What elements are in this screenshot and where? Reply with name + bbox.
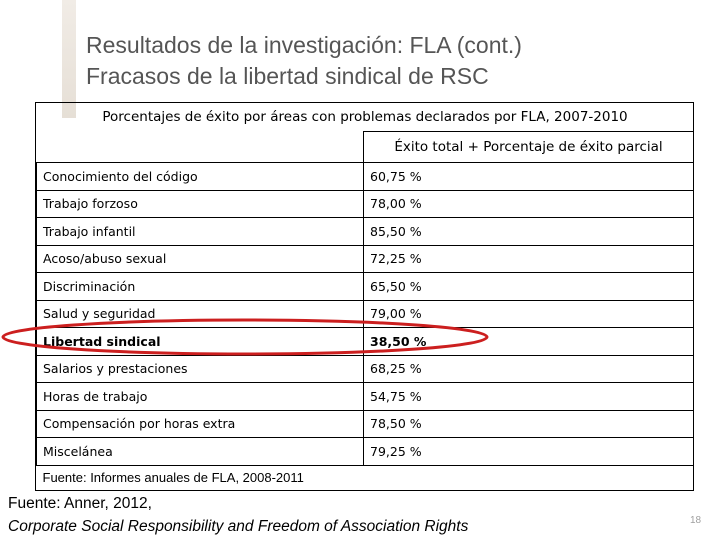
table-row: [37, 273, 694, 301]
area-cell: Trabajo infantil: [37, 218, 364, 246]
area-cell: Salud y seguridad: [37, 300, 364, 328]
value-cell: 78,50 %: [364, 410, 694, 438]
source-line-2: Corporate Social Responsibility and Freedom of Association Rights: [8, 518, 469, 535]
table-row: [37, 163, 694, 191]
table-footnote: Fuente: Informes anuales de FLA, 2008-2011: [42, 470, 304, 485]
column-header: Éxito total + Porcentaje de éxito parcial: [364, 132, 694, 163]
area-cell: Compensación por horas extra: [37, 410, 364, 438]
area-cell: Acoso/abuso sexual: [37, 245, 364, 273]
slide-title: [86, 30, 522, 92]
value-cell: 60,75 %: [364, 163, 694, 191]
source-line-1: Fuente: Anner, 2012,: [8, 495, 152, 512]
table-row: [37, 300, 694, 328]
area-cell: Salarios y prestaciones: [37, 355, 364, 383]
table-footnote-row: [37, 465, 694, 490]
table-header-row: [37, 132, 694, 163]
table-row: [37, 355, 694, 383]
table-caption-row: [37, 103, 694, 132]
results-table: [35, 102, 694, 491]
value-cell: 38,50 %: [364, 328, 694, 356]
value-cell: 79,25 %: [364, 438, 694, 466]
area-cell: Conocimiento del código: [37, 163, 364, 191]
value-cell: 54,75 %: [364, 383, 694, 411]
area-cell: Trabajo forzoso: [37, 190, 364, 218]
table-row: [37, 438, 694, 466]
area-cell: Discriminación: [37, 273, 364, 301]
value-cell: 85,50 %: [364, 218, 694, 246]
area-cell: Horas de trabajo: [37, 383, 364, 411]
table-row-highlighted: [37, 328, 694, 356]
value-cell: 79,00 %: [364, 300, 694, 328]
header-blank-cell: [37, 132, 364, 163]
table-row: [37, 190, 694, 218]
value-cell: 65,50 %: [364, 273, 694, 301]
table-caption: Porcentajes de éxito por áreas con problemas declarados por FLA, 2007-2010: [102, 109, 628, 125]
title-line-1: Resultados de la investigación: FLA (cont.): [86, 32, 522, 58]
table-row: [37, 218, 694, 246]
page-number: 18: [690, 515, 702, 526]
area-cell: Libertad sindical: [37, 328, 364, 356]
value-cell: 72,25 %: [364, 245, 694, 273]
table-row: [37, 383, 694, 411]
area-cell: Miscelánea: [37, 438, 364, 466]
title-line-2: Fracasos de la libertad sindical de RSC: [86, 63, 489, 89]
value-cell: 68,25 %: [364, 355, 694, 383]
table-row: [37, 245, 694, 273]
decorative-bar: [62, 0, 76, 118]
table-row: [37, 410, 694, 438]
value-cell: 78,00 %: [364, 190, 694, 218]
source-citation: [8, 492, 468, 538]
